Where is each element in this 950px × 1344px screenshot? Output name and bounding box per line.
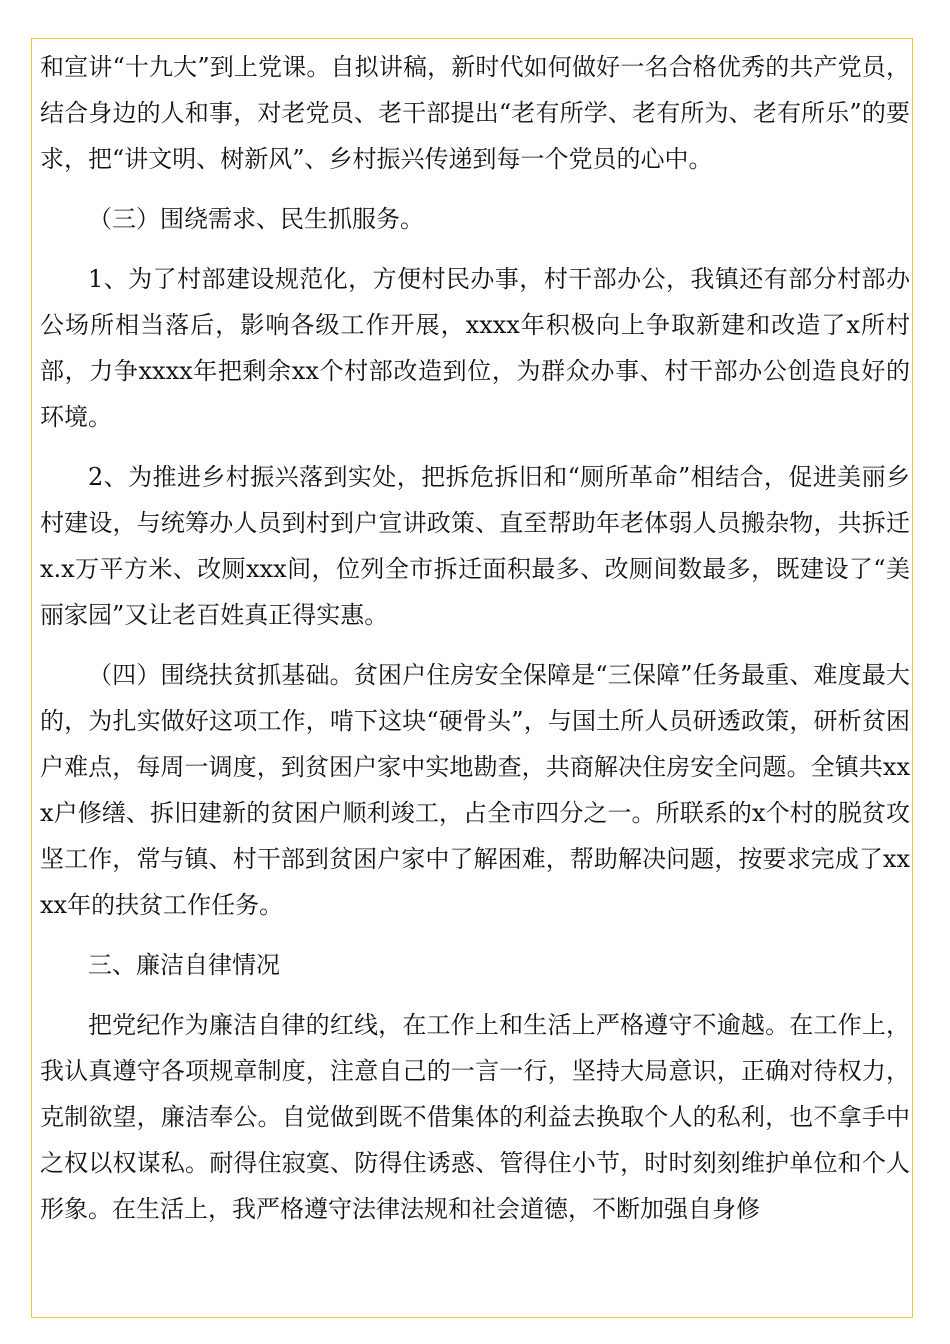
paragraph-village-offices: 1、为了村部建设规范化，方便村民办事，村干部办公，我镇还有部分村部办公场所相当落后，影响各级工作开展，xxxx年积极向上争取新建和改造了x所村部，力争xxxx年把剩余xx个村部改造到位，为群众办事、村干部办公创造良好的环境。 [40,265,910,431]
paragraph-integrity: 把党纪作为廉洁自律的红线，在工作上和生活上严格遵守不逾越。在工作上，我认真遵守各项规章制度，注意自己的一言一行，坚持大局意识，正确对待权力，克制欲望，廉洁奉公。自觉做到既不借集体的利益去换取个人的私利，也不拿手中之权以权谋私。耐得住寂寞、防得住诱惑、管得住小节，时时刻刻维护单位和个人形象。在生活上，我严格遵守法律法规和社会道德，不断加强自身修 [40,1011,910,1223]
paragraph-poverty-alleviation: （四）围绕扶贫抓基础。贫困户住房安全保障是“三保障”任务最重、难度最大的，为扎实做好这项工作，啃下这块“硬骨头”，与国土所人员研透政策，研析贫困户难点，每周一调度，到贫困户家中实地勘查，共商解决住房安全问题。全镇共xxx户修缮、拆旧建新的贫困户顺利竣工，占全市四分之一。所联系的x个村的脱贫攻坚工作，常与镇、村干部到贫困户家中了解困难，帮助解决问题，按要求完成了xxxx年的扶贫工作任务。 [40,661,910,919]
section-heading-services: （三）围绕需求、民生抓服务。 [88,205,424,233]
paragraph-continuation: 和宣讲“十九大”到上党课。自拟讲稿，新时代如何做好一名合格优秀的共产党员，结合身边的人和事，对老党员、老干部提出“老有所学、老有所为、老有所乐”的要求，把“讲文明、树新风”、乡村振兴传递到每一个党员的心中。 [40,53,910,173]
paragraph-rural-revitalization: 2、为推进乡村振兴落到实处，把拆危拆旧和“厕所革命”相结合，促进美丽乡村建设，与统筹办人员到村到户宣讲政策、直至帮助年老体弱人员搬杂物，共拆迁x.x万平方米、改厕xxx间，位列全市拆迁面积最多、改厕间数最多，既建设了“美丽家园”又让老百姓真正得实惠。 [40,463,910,629]
document-body [40,44,910,1232]
section-heading-integrity: 三、廉洁自律情况 [88,951,280,979]
